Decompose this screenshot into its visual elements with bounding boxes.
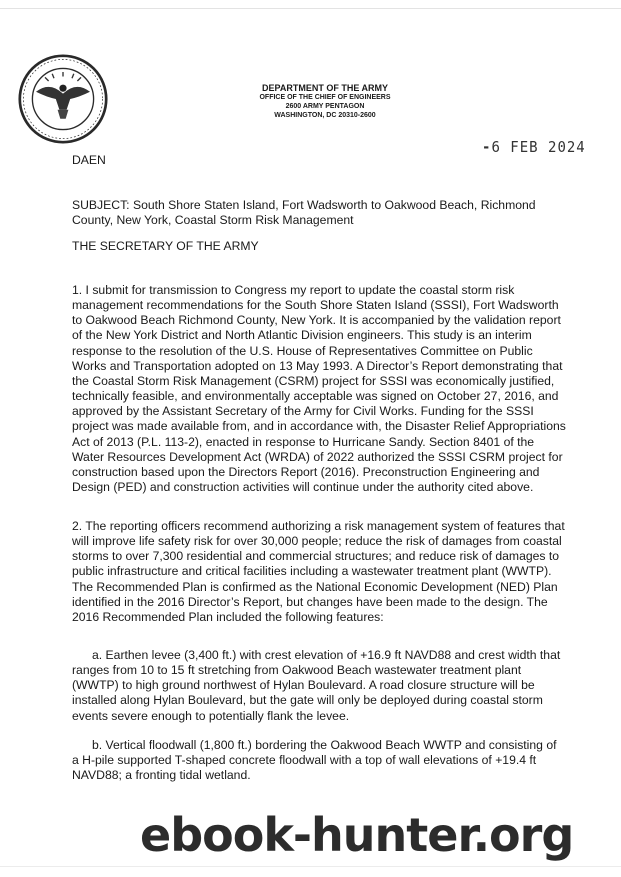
top-edge-line xyxy=(0,8,621,9)
paragraph-2a: a. Earthen levee (3,400 ft.) with crest elevation of +16.9 ft NAVD88 and crest width that ranges from 10 to 15 ft stretching from Oakwood Beach wastewater treatment plant (WWTP) to high ground northwest of Hylan Boulevard. A road closure structure will be installed along Hylan Boulevard, but the gate will only be deployed during coastal storm events severe enough to potentially flank the levee. xyxy=(72,648,561,723)
bottom-edge-line xyxy=(0,866,621,867)
letterhead-office: OFFICE OF THE CHIEF OF ENGINEERS xyxy=(259,94,391,101)
office-symbol: DAEN xyxy=(72,153,106,167)
paragraph-1: 1. I submit for transmission to Congress my report to update the coastal storm risk management recommendations for the South Shore Staten Island (SSSI), Fort Wadsworth to Oakwood Beach Richmond County, New York. It is accompanied by the validation report of the New York District and North Atlantic Division engineers. This study is an interim response to the resolution of the U.S. House of Representatives Committee on Public Works and Transportation adopted on 13 May 1993. A Director’s Report demonstrating that the Coastal Storm Risk Management (CSRM) project for SSSI was economically justified, technically feasible, and environmentally acceptable was signed on October 27, 2016, and approved by the Assistant Secretary of the Army for Civil Works. Funding for the SSSI project was made available from, and in accordance with, the Disaster Relief Appropriations Act of 2013 (P.L. 113-2), enacted in response to Hurricane Sandy. Section 8401 of the Water Resources Development Act (WRDA) of 2022 authorized the SSSI CSRM project for construction based upon the Directors Report (2016). Preconstruction Engineering and Design (PED) and construction activities will continue under the authority cited above. xyxy=(72,283,566,495)
letterhead xyxy=(170,84,480,120)
watermark-text: ebook-hunter.org xyxy=(140,808,574,862)
paragraph-2b: b. Vertical floodwall (1,800 ft.) bordering the Oakwood Beach WWTP and consisting of a H-pile supported T-shaped concrete floodwall with a top of wall elevations of +19.4 ft NAVD88; a fronting tidal wetland. xyxy=(72,738,557,783)
letterhead-address: 2600 ARMY PENTAGON xyxy=(285,103,365,110)
date-stamp-text: 6 FEB 2024 xyxy=(491,139,586,157)
addressee: THE SECRETARY OF THE ARMY xyxy=(72,239,259,253)
subject-line: SUBJECT: South Shore Staten Island, Fort Wadsworth to Oakwood Beach, Richmond County, New York, Coastal Storm Risk Management xyxy=(72,198,536,228)
paragraph-2: 2. The reporting officers recommend authorizing a risk management system of features that will improve life safety risk for over 30,000 people; reduce the risk of damages from coastal storms to over 7,300 residential and commercial structures; and reduce risk of damages to public infrastructure and critical facilities including a wastewater treatment plant (WWTP). The Recommended Plan is confirmed as the National Economic Development (NED) Plan identified in the 2016 Director’s Report, but changes have been made to the design. The 2016 Recommended Plan included the following features: xyxy=(72,519,565,624)
dod-seal-icon xyxy=(18,54,108,144)
letterhead-city: WASHINGTON, DC 20310-2600 xyxy=(274,112,376,119)
letterhead-department: DEPARTMENT OF THE ARMY xyxy=(262,83,388,93)
date-stamp-mark: ‐ xyxy=(482,139,492,157)
